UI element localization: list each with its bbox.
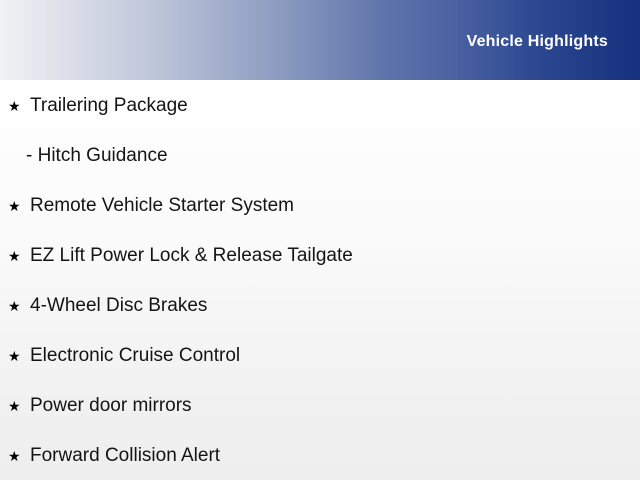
feature-label: Forward Collision Alert	[30, 444, 221, 466]
page-title: Vehicle Highlights	[466, 33, 608, 50]
feature-label: Remote Vehicle Starter System	[30, 194, 294, 216]
feature-item	[0, 430, 640, 480]
star-bullet-icon: ★	[8, 297, 21, 314]
feature-item	[0, 80, 640, 130]
feature-label: Trailering Package	[30, 94, 188, 116]
star-bullet-icon: ★	[8, 347, 21, 364]
feature-list	[0, 80, 640, 480]
feature-label: Electronic Cruise Control	[30, 344, 241, 366]
header-banner	[0, 0, 640, 80]
star-bullet-icon: ★	[8, 447, 21, 464]
sub-feature-item	[0, 130, 640, 180]
star-bullet-icon: ★	[8, 247, 21, 264]
star-bullet-icon: ★	[8, 97, 21, 114]
feature-item	[0, 180, 640, 230]
feature-item	[0, 330, 640, 380]
star-bullet-icon: ★	[8, 397, 21, 414]
feature-item	[0, 280, 640, 330]
feature-label: - Hitch Guidance	[26, 144, 168, 166]
star-bullet-icon: ★	[8, 197, 21, 214]
feature-label: Power door mirrors	[30, 394, 192, 416]
feature-item	[0, 380, 640, 430]
feature-label: 4-Wheel Disc Brakes	[30, 294, 208, 316]
feature-label: EZ Lift Power Lock & Release Tailgate	[30, 244, 353, 266]
feature-item	[0, 230, 640, 280]
